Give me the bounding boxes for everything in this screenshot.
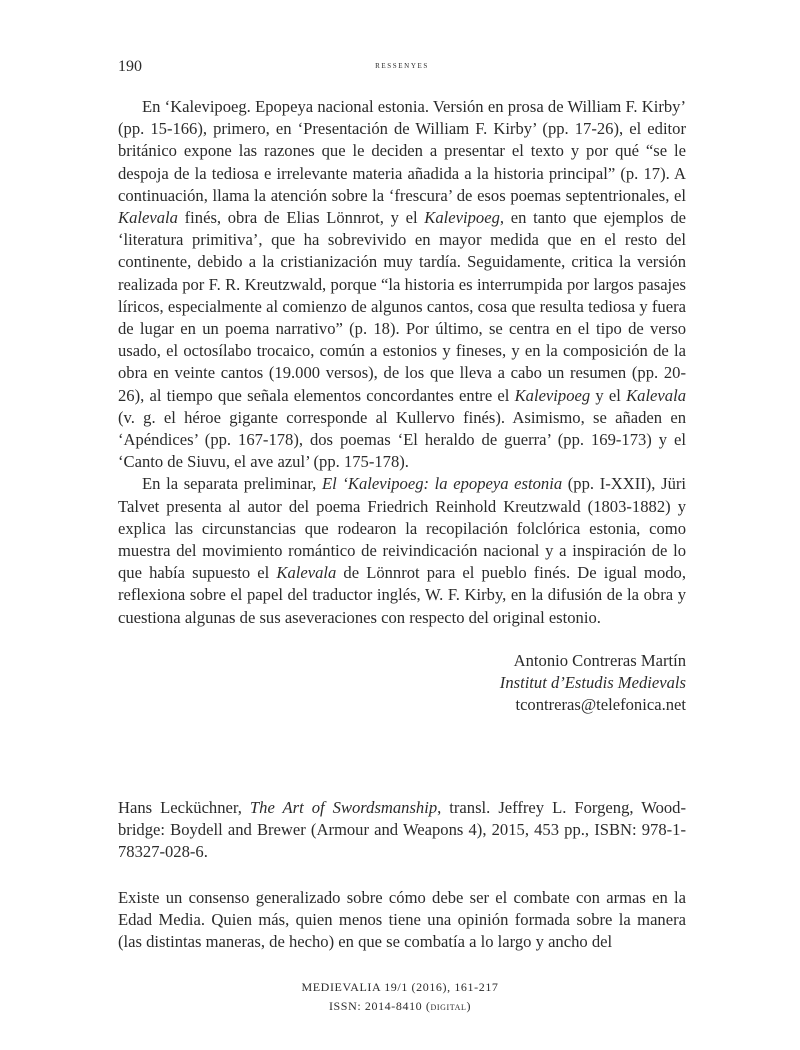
- page-number: 190: [118, 58, 142, 75]
- book-reference: [118, 797, 686, 864]
- paragraph: Existe un consenso generalizado sobre cómo debe ser el combate con armas en la Edad Media. Quien más, quien menos tiene una opinión formada sobre la manera (las distintas maneras, de hecho) en que se combatía a lo largo y ancho del: [118, 888, 686, 952]
- issn: ISSN: 2014-8410 (digital): [328, 999, 472, 1013]
- paragraph: En la separata preliminar, El ‘Kalevipoeg: la epopeya estonia (pp. I-XXII), Jüri Talvet presenta al autor del poema Friedrich Reinhold Kreutzwald (1803-1882) y explica las circunstancias que rodearon la recopilación folclórica estonia, como muestra del movimiento romántico de reivindicación nacional y a inspiración de lo que había supuesto el Kalevala de Lönnrot para el pueblo finés. De igual modo, reflexiona sobre el papel del traductor inglés, W. F. Kirby, en la difusión de la obra y cuestiona algunas de sus aseveraciones con respecto del original estonio.: [118, 474, 686, 627]
- running-title: ressenyes: [375, 60, 429, 71]
- page-header: [118, 58, 686, 80]
- journal-citation: MEDIEVALIA 19/1 (2016), 161-217: [301, 980, 499, 994]
- paragraph: En ‘Kalevipoeg. Epopeya nacional estonia. Versión en prosa de William F. Kirby’ (pp. 15-166), primero, en ‘Presentación de William F. Kirby’ (pp. 17-26), el editor británico expone las razones que le deciden a presentar el texto y por qué “se le despoja de la tediosa e irrelevante materia añadida a la historia principal” (p. 17). A continuación, llama la atención sobre la ‘frescura’ de esos poemas septentrionales, el Kalevala finés, obra de Elias Lönnrot, y el Kalevipoeg, en tanto que ejemplos de ‘literatura primitiva’, que ha sobrevivido en mayor medida que en el resto del continente, debido a la cristianización muy tardía. Seguidamente, critica la versión realizada por F. R. Kreutzwald, porque “la historia es interrumpida por largos pasajes líricos, especialmente al comienzo de algunos cantos, cosa que resulta tediosa y fuera de lugar en un poema narrativo” (p. 18). Por último, se centra en el tipo de verso usado, el octosílabo trocaico, común a estonios y fineses, y en la composición de la obra en veinte cantos (19.000 versos), de los que lleva a cabo un resumen (pp. 20-26), al tiempo que señala elementos concordantes entre el Kalevipoeg y el Kalevala (v. g. el héroe gigante corresponde al Kullervo finés). Asimismo, se añaden en ‘Apéndices’ (pp. 167-178), dos poemas ‘El heraldo de guerra’ (pp. 169-173) y el ‘Canto de Siuvu, el ave azul’ (pp. 175-178).: [118, 97, 686, 472]
- author-institution: Institut d’Estudis Medievals: [499, 673, 686, 693]
- review-signature: [118, 650, 686, 717]
- author-email: tcontreras@telefonica.net: [515, 695, 686, 715]
- second-review: [118, 887, 686, 954]
- page-footer: [0, 978, 800, 1016]
- review-body: [118, 96, 686, 716]
- reference-text: Hans Lecküchner, The Art of Swordsmanship, transl. Jeffrey L. Forgeng, Woodbridge: Boydell and Brewer (Armour and Weapons 4), 2015, 453 pp., ISBN: 978-1-78327-028-6.: [118, 798, 686, 862]
- author-name: Antonio Contreras Martín: [513, 650, 686, 670]
